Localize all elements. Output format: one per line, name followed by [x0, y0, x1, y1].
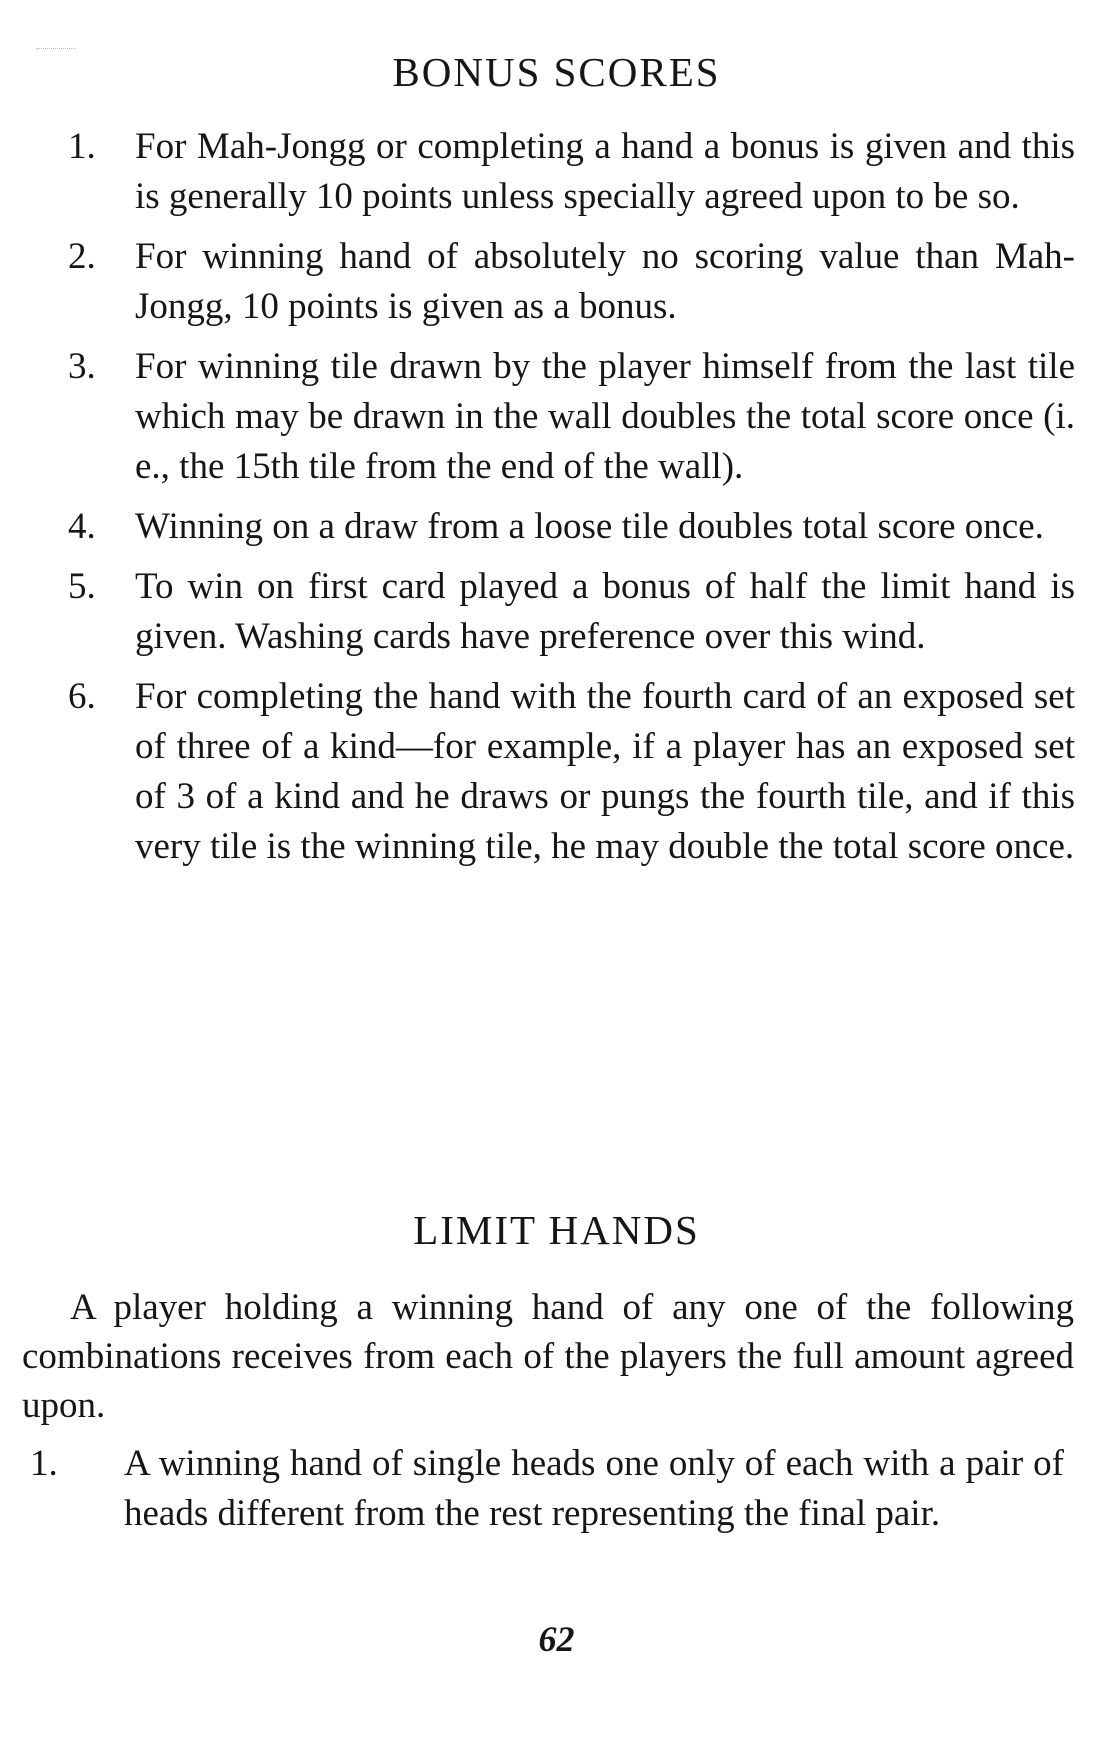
- limit-hands-heading: LIMIT HANDS: [413, 1207, 700, 1253]
- item-text: To win on first card played a bonus of half the limit hand is given. Washing cards have preference over this wind.: [135, 566, 1075, 657]
- item-text: For completing the hand with the fourth card of an exposed set of three of a kind—for example, if a player has an exposed set of 3 of a kind and he draws or pungs the fourth tile, and if this very tile is the winning tile, he may double the total score once.: [135, 676, 1075, 867]
- item-number: 2.: [68, 236, 96, 277]
- item-text: For winning hand of absolutely no scoring value than Mah-Jongg, 10 points is given as a bonus.: [135, 236, 1075, 327]
- page-number: 62: [538, 1619, 575, 1659]
- bonus-scores-heading: BONUS SCORES: [392, 49, 721, 95]
- bonus-item-5: [0, 562, 1113, 662]
- bonus-item-4: [0, 502, 1113, 552]
- bonus-item-3: [0, 342, 1113, 492]
- item-number: 1.: [30, 1443, 58, 1484]
- item-number: 5.: [68, 566, 96, 607]
- bonus-item-6: [0, 672, 1113, 872]
- item-number: 1.: [68, 126, 96, 167]
- item-number: 4.: [68, 506, 96, 547]
- bonus-item-1: [0, 122, 1113, 222]
- item-text: For Mah-Jongg or completing a hand a bonus is given and this is generally 10 points unless specially agreed upon to be so.: [135, 126, 1075, 217]
- limit-hands-list: [0, 1439, 1113, 1549]
- item-text: A winning hand of single heads one only of each with a pair of heads different from the rest representing the final pair.: [124, 1443, 1064, 1534]
- limit-item-1: [0, 1439, 1113, 1539]
- bonus-item-2: [0, 232, 1113, 332]
- item-number: 3.: [68, 346, 96, 387]
- item-text: For winning tile drawn by the player himself from the last tile which may be drawn in the wall doubles the total score once (i. e., the 15th tile from the end of the wall).: [135, 346, 1075, 487]
- item-text: Winning on a draw from a loose tile doubles total score once.: [135, 506, 1044, 547]
- item-number: 6.: [68, 676, 96, 717]
- bonus-scores-list: [0, 122, 1113, 882]
- limit-hands-intro: A player holding a winning hand of any one of the following combinations receives from each of the players the full amount agreed upon.: [22, 1287, 1074, 1426]
